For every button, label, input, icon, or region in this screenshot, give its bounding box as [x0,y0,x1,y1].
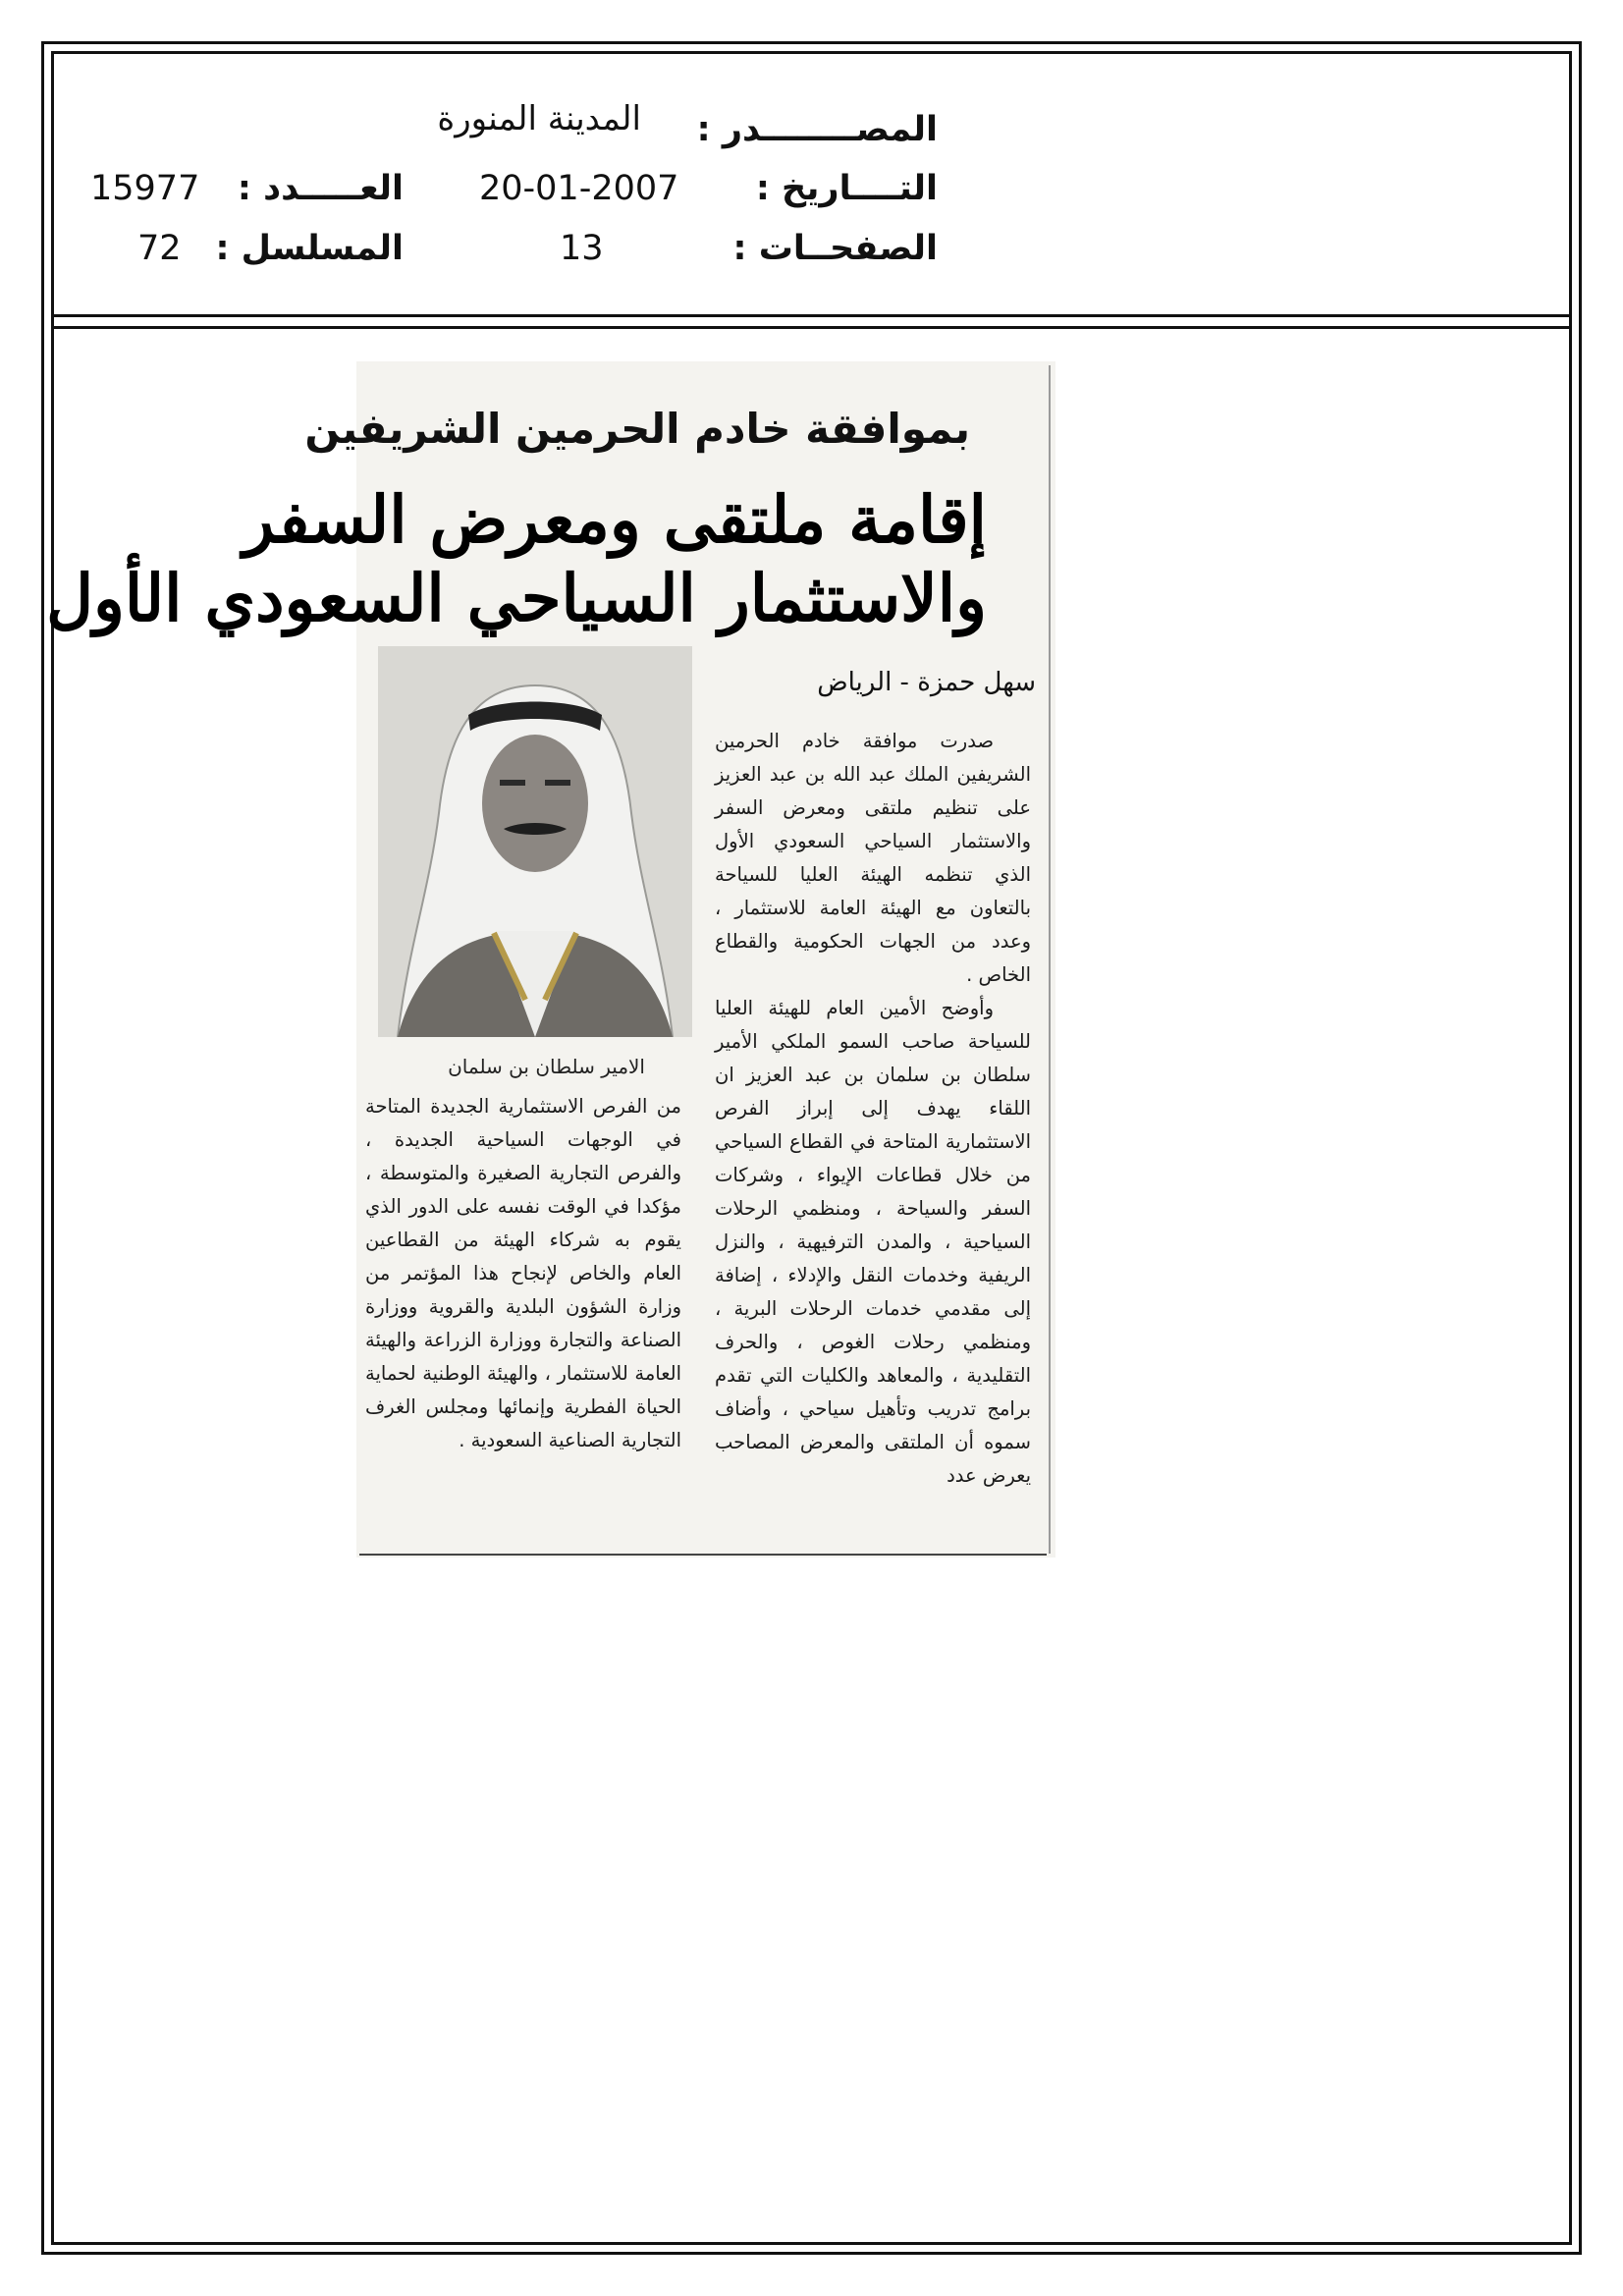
article-paragraph: صدرت موافقة خادم الحرمين الشريفين الملك عبد الله بن عبد العزيز على تنظيم ملتقى ومعرض السفر والاستثمار السياحي السعودي الأول الذي تنظمه الهيئة العليا للسياحة بالتعاون مع الهيئة العامة للاستثمار ، وعدد من الجهات الحكومية والقطاع الخاص . [715,730,1031,986]
date-label: التــــاريخ : [755,169,938,208]
article-kicker: بموافقة خادم الحرمين الشريفين [304,405,970,453]
article-column-left [365,1090,681,1457]
article-column-right [715,725,1031,1493]
portrait-photo [378,646,692,1037]
pages-value: 13 [560,229,604,268]
serial-value: 72 [137,229,182,268]
article-headline-line1: إقامة ملتقى ومعرض السفر [243,481,987,558]
article-paragraph: وأوضح الأمين العام للهيئة العليا للسياحة صاحب السمو الملكي الأمير سلطان بن سلمان بن عبد العزيز ان اللقاء يهدف إلى إبراز الفرص الاستثمارية المتاحة في القطاع السياحي من خلال قطاعات الإيواء ، وشركات السفر والسياحة ، ومنظمي الرحلات السياحية ، والمدن الترفيهية ، والنزل الريفية وخدمات النقل والإدلاء ، إضافة إلى مقدمي خدمات الرحلات البرية ، ومنظمي رحلات الغوص ، والحرف التقليدية ، والمعاهد والكليات التي تقدم برامج تدريب وتأهيل سياحي ، وأضاف سموه أن الملتقى والمعرض المصاحب يعرض عدد [715,997,1031,1487]
issue-value: 15977 [90,169,200,208]
clipping-bottom-rule [359,1554,1047,1556]
photo-caption: الامير سلطان بن سلمان [448,1055,645,1078]
source-label: المصــــــــدر : [696,110,938,149]
date-value: 20-01-2007 [479,169,679,208]
issue-label: العـــــدد : [237,169,404,208]
source-value: المدينة المنورة [437,99,641,138]
serial-label: المسلسل : [215,229,404,268]
article-headline-line2: والاستثمار السياحي السعودي الأول [46,560,987,636]
article-paragraph: من الفرص الاستثمارية الجديدة المتاحة في الوجهات السياحية الجديدة ، والفرص التجارية الصغيرة والمتوسطة ، مؤكدا في الوقت نفسه على الدور الذي يقوم به شركاء الهيئة من القطاعين العام والخاص لإنجاح هذا المؤتمر من وزارة الشؤون البلدية والقروية ووزارة الصناعة والتجارة ووزارة الزراعة والهيئة العامة للاستثمار ، والهيئة الوطنية لحماية الحياة الفطرية وإنمائها ومجلس الغرف التجارية الصناعية السعودية . [365,1095,681,1451]
header-divider-double [51,326,1572,329]
clipping-edge [1049,365,1051,1554]
pages-label: الصفحــات : [732,229,938,268]
article-byline: سهل حمزة - الرياض [817,668,1036,697]
header-divider [51,314,1572,317]
